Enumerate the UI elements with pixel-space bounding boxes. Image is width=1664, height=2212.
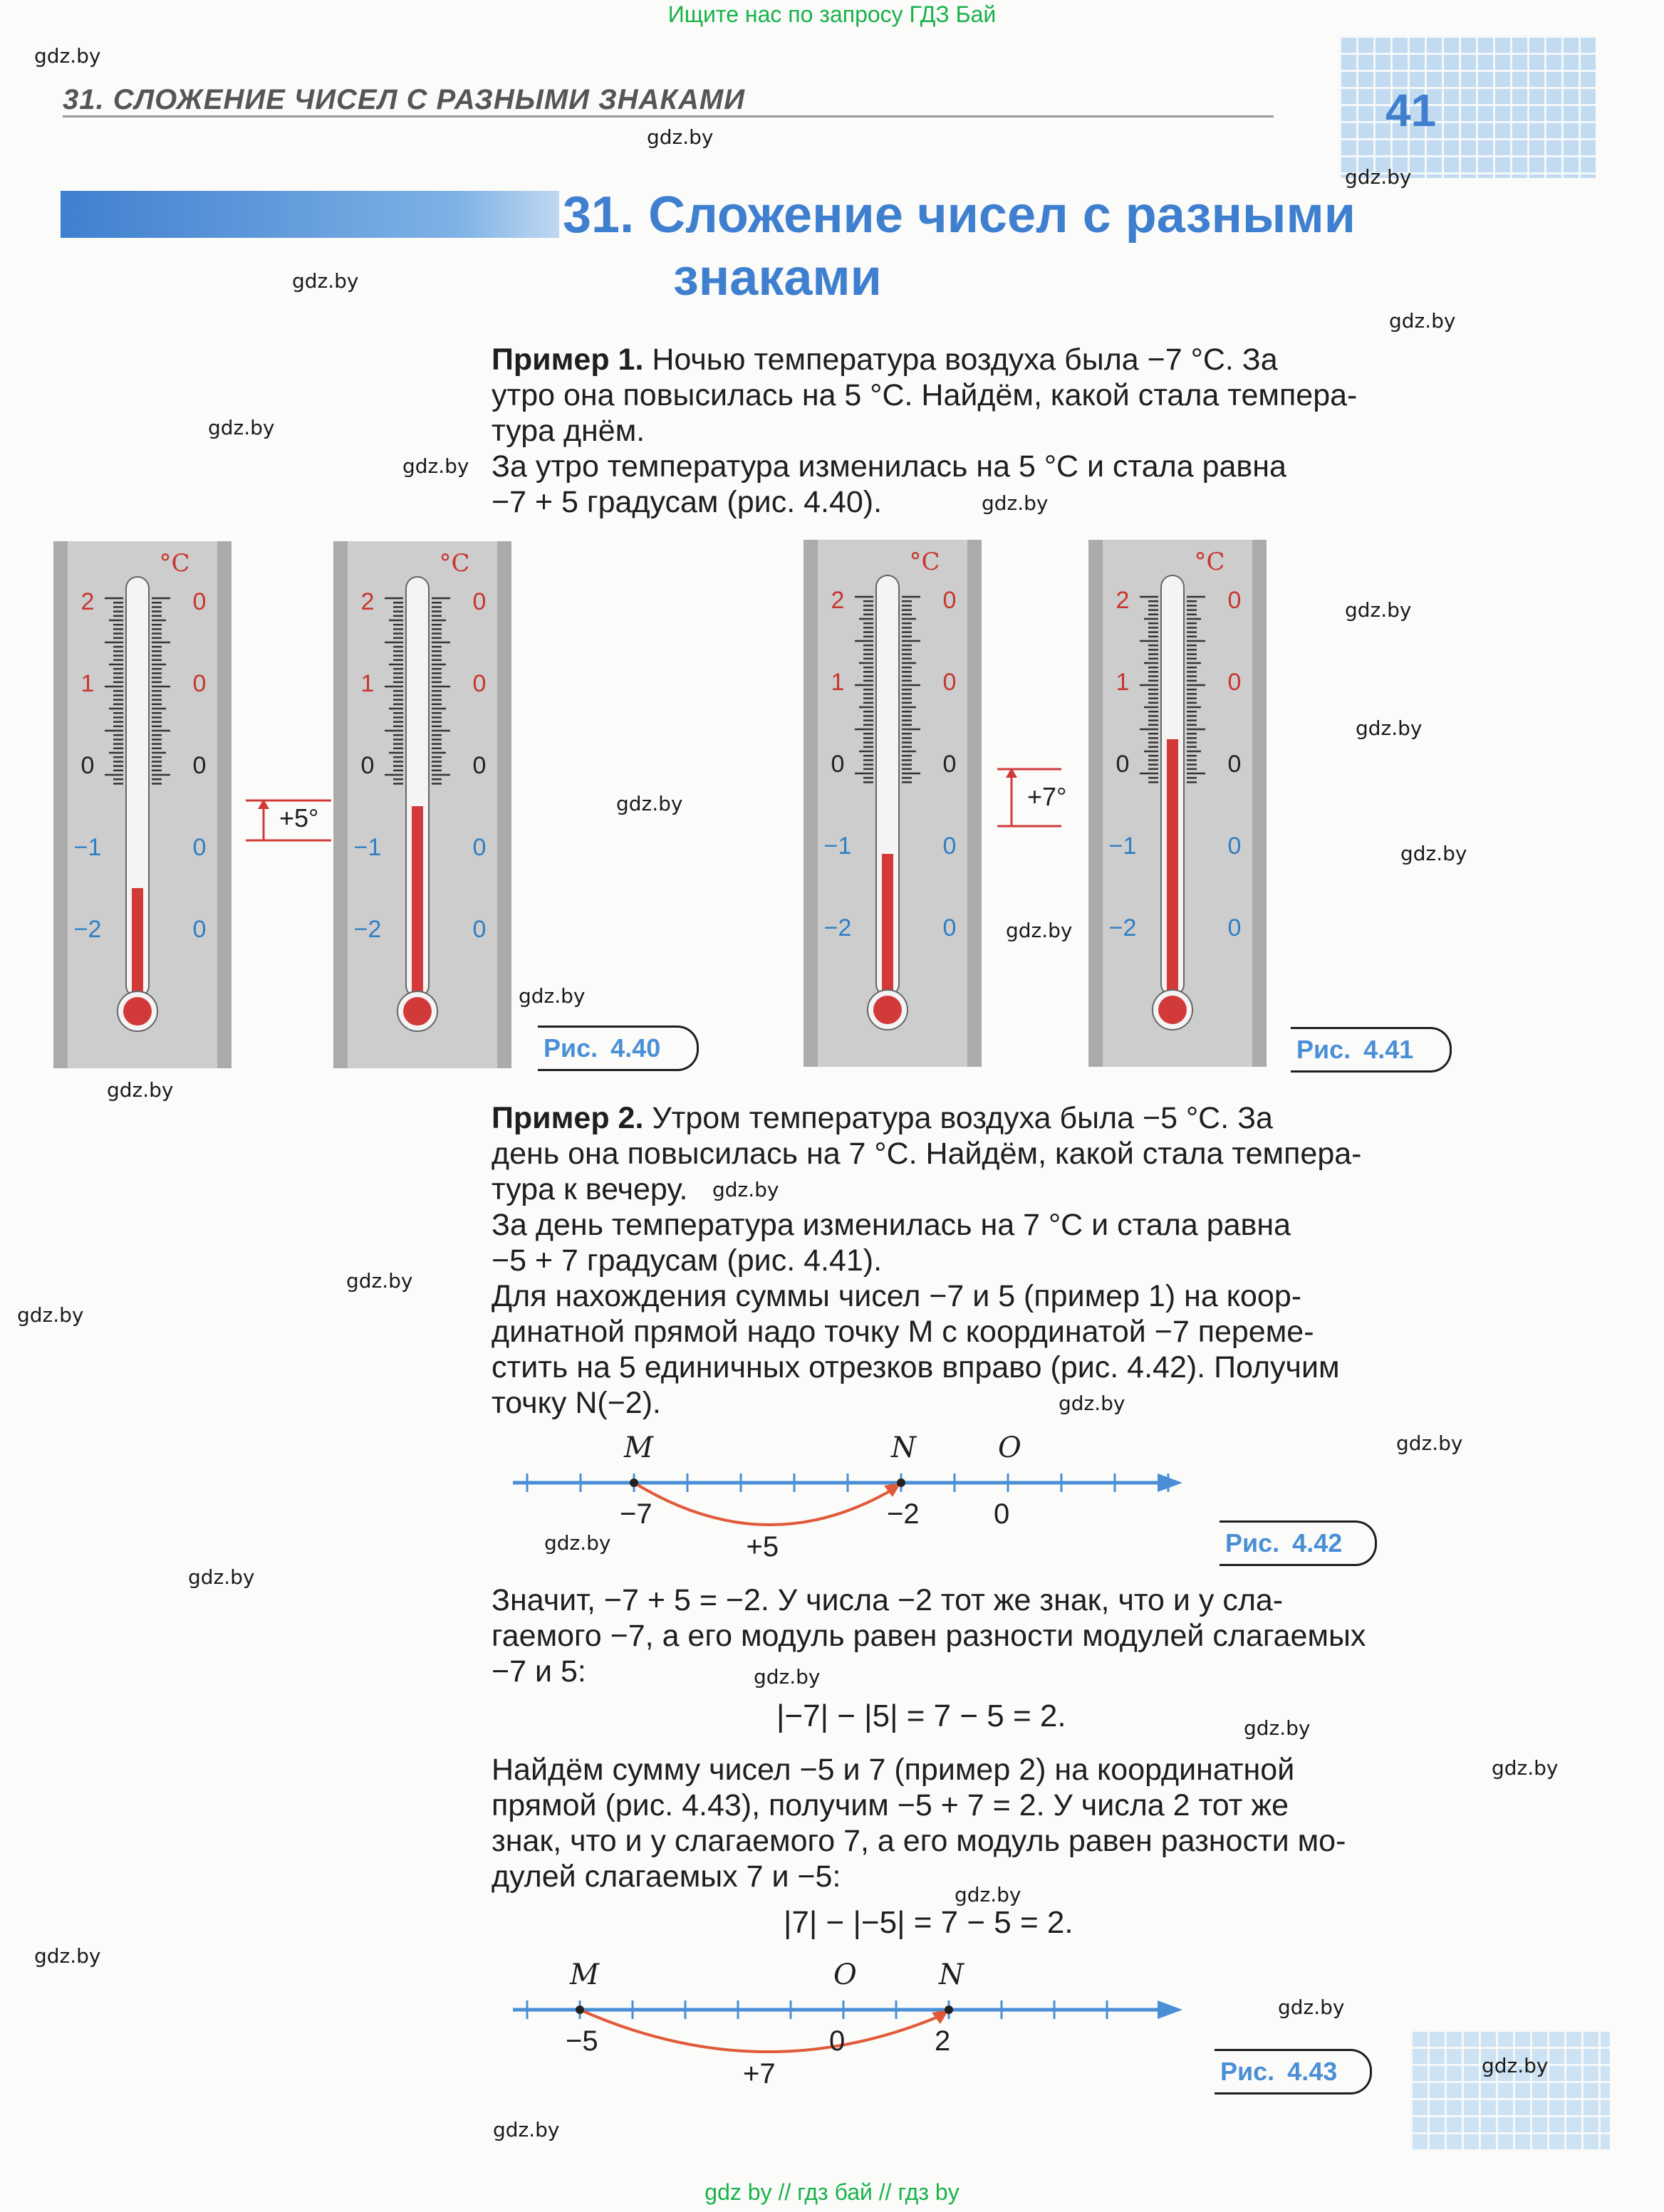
point-start: [576, 2005, 584, 2014]
example1-solution1: За утро температура изменилась на 5 °C и стала равна: [492, 449, 1286, 484]
scale-label-right: 0: [1227, 669, 1242, 696]
arrow-label-7: +7°: [1027, 782, 1067, 811]
scale-label-right: 0: [472, 588, 487, 615]
scale-label-right: 0: [1227, 587, 1242, 614]
fig-4-41-label: [1291, 1027, 1452, 1073]
scale-label-left: 2: [1116, 587, 1130, 614]
scale-label-left: 2: [80, 588, 95, 615]
formula1: |−7| − |5| = 7 − 5 = 2.: [776, 1699, 1066, 1733]
conclusion1-line1: Значит, −7 + 5 = −2. У числа −2 тот же знак, что и у сла-: [492, 1583, 1284, 1617]
watermark: gdz.by: [292, 269, 359, 293]
scale-label-right: 0: [192, 670, 207, 697]
scale-label-left: −1: [823, 833, 852, 860]
axis-arrowhead: [1158, 1473, 1182, 1492]
scale-label-left: −2: [823, 914, 852, 941]
fig-4-41-prefix: Рис.: [1296, 1035, 1351, 1064]
scale-label-right: 0: [192, 752, 207, 779]
watermark: gdz.by: [982, 491, 1049, 515]
fig-4-41-number: 4.41: [1363, 1035, 1414, 1064]
mercury-bulb: [873, 996, 902, 1024]
coordinate-value: −7: [620, 1498, 652, 1530]
example1-line1: Ночью температура воздуха была −7 °C. За: [652, 343, 1278, 377]
scale-label-right: 0: [192, 834, 207, 861]
point-label-n: N: [939, 1958, 964, 1991]
watermark: gdz.by: [17, 1303, 84, 1327]
watermark: gdz.by: [34, 44, 101, 68]
footer[interactable]: gdz by // гдз бай // гдз by: [704, 2179, 960, 2205]
scale-label-left: 1: [831, 669, 845, 696]
shift-arc: [580, 2010, 945, 2052]
scale-label-left: 0: [360, 752, 375, 779]
scale-label-left: 2: [831, 587, 845, 614]
example2-text: [492, 1100, 1460, 1421]
watermark: gdz.by: [1400, 842, 1467, 865]
scale-label-left: 0: [1116, 751, 1130, 778]
watermark: gdz.by: [1278, 1996, 1345, 2019]
watermark: gdz.by: [107, 1078, 174, 1102]
example2-paragraph-line1: Найдём сумму чисел −5 и 7 (пример 2) на координатной: [492, 1753, 1295, 1787]
scale-label-right: 0: [472, 752, 487, 779]
temp-arrows: [0, 0, 1664, 926]
page-number: 41: [1385, 85, 1437, 136]
fig-4-42-prefix: Рис.: [1225, 1528, 1280, 1558]
watermark: gdz.by: [519, 984, 586, 1008]
running-head: 31. СЛОЖЕНИЕ ЧИСЕЛ С РАЗНЫМИ ЗНАКАМИ: [63, 84, 745, 115]
point-start: [630, 1478, 638, 1487]
mercury-bulb: [1158, 996, 1187, 1024]
fig-4-40-prefix: Рис.: [544, 1033, 598, 1063]
unit-label: °C: [1194, 548, 1225, 576]
conclusion1-line3: −7 и 5:: [492, 1654, 586, 1689]
fig-4-43-number: 4.43: [1287, 2057, 1338, 2086]
mercury-bulb: [123, 997, 152, 1026]
example2-paragraph-line3: знак, что и у слагаемого 7, а его модуль равен разности мо-: [492, 1824, 1346, 1858]
section-title-line1: Сложение чисел с разными: [648, 187, 1356, 244]
scale-label-left: −2: [353, 916, 382, 943]
scale-label-left: 1: [360, 670, 375, 697]
conclusion1-line2: гаемого −7, а его модуль равен разности модулей слагаемых: [492, 1619, 1366, 1653]
conclusion1-text: [492, 1582, 1460, 1689]
shift-arc: [634, 1483, 897, 1525]
scale-label-right: 0: [942, 587, 957, 614]
watermark: gdz.by: [34, 1944, 101, 1968]
fig-4-43-prefix: Рис.: [1220, 2057, 1275, 2086]
example2-line3: тура к вечеру.: [492, 1172, 688, 1206]
mercury-bulb: [403, 997, 432, 1026]
coordinate-value: 2: [935, 2025, 951, 2057]
scale-label-left: 1: [80, 670, 95, 697]
coord-line2: динатной прямой надо точку M с координатой −7 переме-: [492, 1315, 1314, 1349]
example2-solution2: −5 + 7 градусам (рис. 4.41).: [492, 1243, 883, 1278]
watermark: gdz.by: [208, 416, 275, 439]
scale-label-right: 0: [942, 669, 957, 696]
point-label-m: M: [570, 1958, 599, 1991]
example2-paragraph: [492, 1752, 1460, 1894]
coordinate-value: −5: [566, 2025, 598, 2057]
watermark: gdz.by: [1345, 165, 1412, 189]
watermark: gdz.by: [1396, 1431, 1463, 1455]
watermark: gdz.by: [402, 454, 469, 478]
watermark: gdz.by: [712, 1178, 779, 1201]
scale-label-right: 0: [472, 670, 487, 697]
axis-arrowhead: [1158, 2000, 1182, 2019]
coord-line1: Для нахождения суммы чисел −7 и 5 (пример 1) на коор-: [492, 1279, 1302, 1313]
watermark: gdz.by: [544, 1531, 611, 1555]
watermark: gdz.by: [754, 1665, 821, 1689]
watermark: gdz.by: [1492, 1756, 1559, 1780]
example2-solution1: За день температура изменилась на 7 °C и стала равна: [492, 1208, 1291, 1242]
watermark: gdz.by: [188, 1565, 255, 1589]
top-banner[interactable]: Ищите нас по запросу ГДЗ Бай: [667, 1, 997, 27]
scale-label-right: 0: [1227, 914, 1242, 941]
watermark: gdz.by: [1389, 309, 1456, 333]
example2-paragraph-line2: прямой (рис. 4.43), получим −5 + 7 = 2. У числа 2 тот же: [492, 1788, 1289, 1822]
fig-4-42-label: [1220, 1520, 1377, 1566]
watermark: gdz.by: [616, 792, 683, 815]
scale-label-right: 0: [1227, 751, 1242, 778]
example2-line1: Утром температура воздуха была −5 °C. За: [652, 1101, 1273, 1135]
fig-4-40-label: [538, 1026, 699, 1071]
example1-label: Пример 1.: [492, 343, 644, 377]
scale-label-left: 0: [831, 751, 845, 778]
scale-label-right: 0: [192, 916, 207, 943]
scale-label-right: 0: [942, 914, 957, 941]
watermark: gdz.by: [1244, 1716, 1311, 1740]
coordinate-value: −2: [887, 1498, 920, 1530]
scale-label-left: −1: [1108, 833, 1137, 860]
scale-label-right: 0: [192, 588, 207, 615]
point-label-o: O: [833, 1958, 857, 1991]
watermark: gdz.by: [346, 1269, 413, 1293]
example2-line2: день она повысилась на 7 °C. Найдём, какой стала темпера-: [492, 1137, 1362, 1171]
point-end: [897, 1478, 905, 1487]
shift-label: +5: [746, 1531, 779, 1563]
coordinate-value: 0: [829, 2025, 846, 2057]
example2-paragraph-line4: дулей слагаемых 7 и −5:: [492, 1859, 841, 1894]
example1-line3: тура днём.: [492, 414, 645, 448]
watermark: gdz.by: [1345, 598, 1412, 622]
point-label-n: N: [891, 1431, 916, 1464]
shift-label: +7: [743, 2058, 776, 2090]
header-grid-bottom: [1410, 2030, 1610, 2151]
watermark: gdz.by: [647, 125, 714, 149]
section-title-line2: знаками: [673, 249, 882, 306]
fig-4-42-number: 4.42: [1292, 1528, 1343, 1558]
scale-label-left: −2: [73, 916, 102, 943]
watermark: gdz.by: [955, 1883, 1021, 1906]
scale-label-left: −1: [353, 834, 382, 861]
coord-line4: точку N(−2).: [492, 1386, 661, 1420]
unit-label: °C: [439, 549, 470, 578]
scale-label-right: 0: [942, 833, 957, 860]
scale-label-left: −2: [1108, 914, 1137, 941]
scale-label-right: 0: [1227, 833, 1242, 860]
unit-label: °C: [909, 548, 940, 576]
scale-label-left: 2: [360, 588, 375, 615]
fig-4-40-number: 4.40: [610, 1033, 661, 1063]
arrow-label-5: +5°: [279, 803, 319, 833]
watermark: gdz.by: [1356, 716, 1423, 740]
watermark: gdz.by: [1006, 919, 1073, 942]
example1-line2: утро она повысилась на 5 °C. Найдём, какой стала темпера-: [492, 378, 1358, 412]
unit-label: °C: [159, 549, 190, 578]
watermark: gdz.by: [493, 2118, 560, 2141]
scale-label-right: 0: [942, 751, 957, 778]
watermark: gdz.by: [1482, 2054, 1549, 2077]
scale-label-left: −1: [73, 834, 102, 861]
coordinate-value: 0: [994, 1498, 1010, 1530]
coord-line3: стить на 5 единичных отрезков вправо (рис. 4.42). Получим: [492, 1350, 1340, 1384]
scale-label-left: 1: [1116, 669, 1130, 696]
formula2: |7| − |−5| = 7 − 5 = 2.: [784, 1905, 1073, 1940]
example1-solution2: −7 + 5 градусам (рис. 4.40).: [492, 485, 883, 519]
scale-label-left: 0: [80, 752, 95, 779]
scale-label-right: 0: [472, 834, 487, 861]
point-end: [945, 2005, 953, 2014]
watermark: gdz.by: [1059, 1392, 1125, 1415]
fig-4-43-label: [1215, 2049, 1372, 2094]
point-label-m: M: [624, 1431, 653, 1464]
example2-label: Пример 2.: [492, 1101, 644, 1135]
point-label-o: O: [998, 1431, 1021, 1464]
section-number: 31.: [563, 187, 635, 244]
scale-label-right: 0: [472, 916, 487, 943]
